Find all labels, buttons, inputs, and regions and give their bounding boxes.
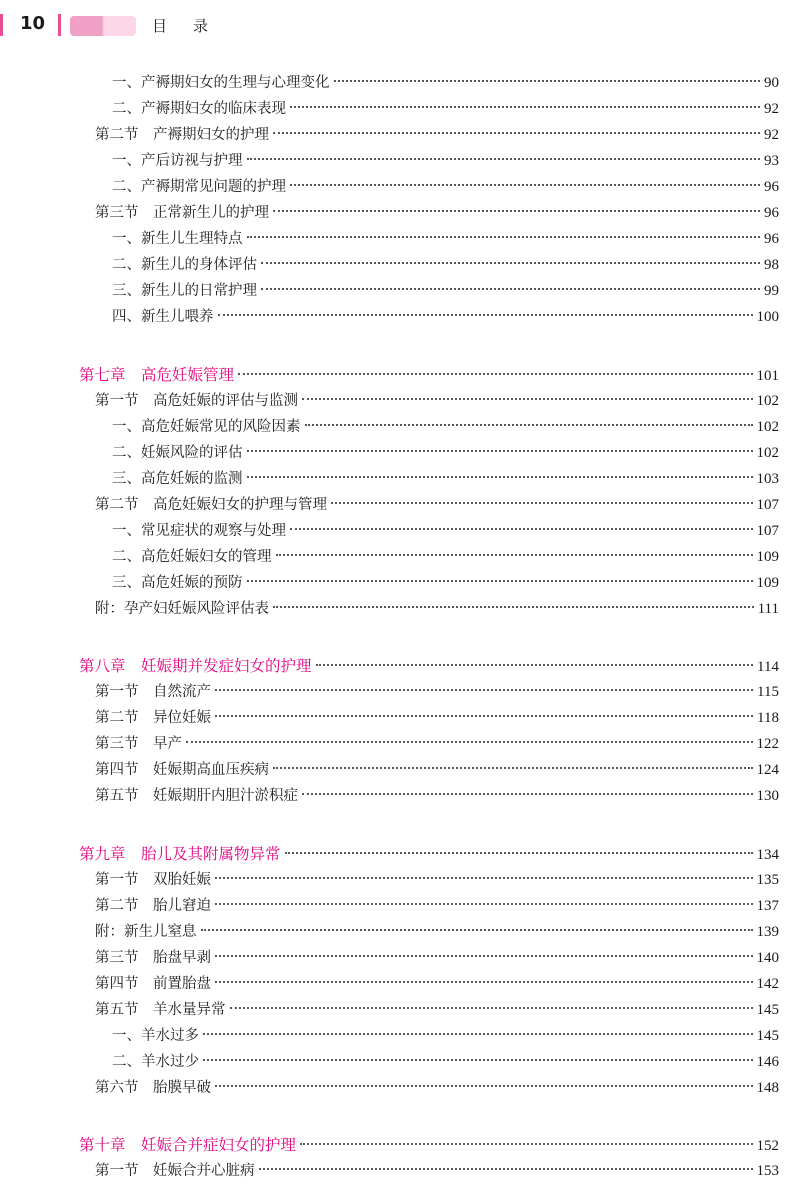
toc-entry-page-number: 96 (764, 231, 779, 247)
toc-entry-title: 三、新生儿的日常护理 (112, 283, 257, 299)
toc-entry-item[interactable] (112, 468, 779, 490)
toc-entry-title: 二、高危妊娠妇女的管理 (112, 549, 272, 565)
toc-entry-section[interactable] (95, 921, 779, 943)
toc-entry-title: 二、妊娠风险的评估 (112, 445, 243, 461)
toc-entry-title: 第三节 胎盘早剥 (95, 950, 211, 966)
dot-leader (331, 502, 753, 504)
toc-entry-page-number: 96 (764, 205, 779, 221)
dot-leader (201, 929, 753, 931)
toc-entry-title: 一、产褥期妇女的生理与心理变化 (112, 75, 330, 91)
dot-leader (316, 664, 754, 666)
toc-entry-page-number: 92 (764, 101, 779, 117)
toc-entry-title: 附：孕产妇妊娠风险评估表 (95, 601, 269, 617)
toc-entry-page-number: 122 (756, 736, 779, 752)
toc-entry-page-number: 152 (756, 1138, 779, 1154)
toc-entry-section[interactable] (95, 1160, 779, 1182)
toc-entry-page-number: 142 (756, 976, 779, 992)
header-accent-bar (0, 14, 3, 36)
dot-leader (215, 955, 753, 957)
toc-entry-page-number: 145 (756, 1028, 779, 1044)
page-header (0, 0, 800, 52)
toc-entry-page-number: 137 (756, 898, 779, 914)
toc-entry-section[interactable] (95, 390, 779, 412)
dot-leader (215, 877, 753, 879)
toc-entry-page-number: 109 (756, 575, 779, 591)
toc-entry-title: 一、产后访视与护理 (112, 153, 243, 169)
dot-leader (215, 1085, 753, 1087)
toc-entry-section[interactable] (95, 869, 779, 891)
toc-entry-title: 第七章 高危妊娠管理 (79, 366, 235, 384)
toc-entry-page-number: 135 (756, 872, 779, 888)
toc-entry-page-number: 107 (756, 523, 779, 539)
toc-entry-item[interactable] (112, 228, 779, 250)
toc-entry-item[interactable] (112, 72, 779, 94)
toc-entry-page-number: 115 (757, 684, 779, 700)
toc-entry-item[interactable] (112, 442, 779, 464)
toc-entry-section[interactable] (95, 707, 779, 729)
toc-entry-page-number: 98 (764, 257, 779, 273)
toc-entry-title: 一、高危妊娠常见的风险因素 (112, 419, 301, 435)
toc-entry-page-number: 90 (764, 75, 779, 91)
dot-leader (215, 903, 753, 905)
toc-entry-title: 三、高危妊娠的预防 (112, 575, 243, 591)
dot-leader (247, 580, 753, 582)
toc-entry-item[interactable] (112, 254, 779, 276)
toc-entry-title: 第八章 妊娠期并发症妇女的护理 (79, 657, 312, 675)
toc-entry-section[interactable] (95, 1077, 779, 1099)
toc-entry-title: 一、常见症状的观察与处理 (112, 523, 286, 539)
toc-entry-title: 一、羊水过多 (112, 1028, 199, 1044)
toc-entry-page-number: 107 (756, 497, 779, 513)
toc-entry-chapter[interactable] (79, 655, 779, 677)
toc-entry-section[interactable] (95, 124, 779, 146)
dot-leader (247, 476, 753, 478)
toc-entry-title: 第五节 妊娠期肝内胆汁淤积症 (95, 788, 298, 804)
toc-entry-title: 附：新生儿窒息 (95, 924, 197, 940)
toc-entry-page-number: 101 (756, 368, 779, 384)
toc-entry-page-number: 93 (764, 153, 779, 169)
toc-entry-page-number: 100 (756, 309, 779, 325)
toc-entry-title: 一、新生儿生理特点 (112, 231, 243, 247)
dot-leader (273, 132, 760, 134)
toc-entry-title: 二、产褥期常见问题的护理 (112, 179, 286, 195)
toc-entry-title: 第六节 胎膜早破 (95, 1080, 211, 1096)
dot-leader (305, 424, 753, 426)
toc-entry-title: 第一节 自然流产 (95, 684, 211, 700)
toc-entry-title: 二、新生儿的身体评估 (112, 257, 257, 273)
dot-leader (215, 981, 753, 983)
toc-entry-title: 第二节 异位妊娠 (95, 710, 211, 726)
toc-entry-title: 第二节 胎儿窘迫 (95, 898, 211, 914)
toc-entry-item[interactable] (112, 520, 779, 542)
toc-entry-title: 第二节 产褥期妇女的护理 (95, 127, 269, 143)
toc-entry-title: 第一节 双胎妊娠 (95, 872, 211, 888)
toc-entry-title: 第三节 正常新生儿的护理 (95, 205, 269, 221)
toc-entry-item[interactable] (112, 416, 779, 438)
toc-entry-page-number: 130 (756, 788, 779, 804)
toc-entry-page-number: 102 (756, 419, 779, 435)
toc-entry-item[interactable] (112, 1025, 779, 1047)
dot-leader (285, 852, 753, 854)
page-number: 10 (20, 13, 46, 34)
dot-leader (218, 314, 753, 316)
toc-entry-section[interactable] (95, 733, 779, 755)
toc-entry-page-number: 139 (756, 924, 779, 940)
dot-leader (247, 158, 761, 160)
toc-entry-title: 第九章 胎儿及其附属物异常 (79, 845, 281, 863)
toc-entry-title: 第二节 高危妊娠妇女的护理与管理 (95, 497, 327, 513)
toc-entry-section[interactable] (95, 947, 779, 969)
dot-leader (276, 554, 753, 556)
dot-leader (203, 1059, 753, 1061)
dot-leader (290, 106, 760, 108)
dot-leader (302, 398, 753, 400)
dot-leader (238, 373, 752, 375)
toc-entry-page-number: 146 (756, 1054, 779, 1070)
toc-entry-chapter[interactable] (79, 364, 779, 386)
toc-entry-title: 第一节 高危妊娠的评估与监测 (95, 393, 298, 409)
toc-entry-page-number: 103 (756, 471, 779, 487)
dot-leader (215, 715, 753, 717)
toc-entry-title: 第十章 妊娠合并症妇女的护理 (79, 1136, 297, 1154)
toc-entry-title: 二、羊水过少 (112, 1054, 199, 1070)
toc-entry-title: 二、产褥期妇女的临床表现 (112, 101, 286, 117)
toc-entry-section[interactable] (95, 681, 779, 703)
toc-entry-page-number: 145 (756, 1002, 779, 1018)
toc-entry-page-number: 96 (764, 179, 779, 195)
dot-leader (302, 793, 753, 795)
toc-entry-page-number: 153 (756, 1163, 779, 1179)
toc-entry-page-number: 99 (764, 283, 779, 299)
toc-entry-item[interactable] (112, 306, 779, 328)
page-title: 目录 (152, 17, 235, 35)
dot-leader (247, 236, 761, 238)
header-divider-bar (58, 14, 61, 36)
dot-leader (261, 288, 760, 290)
dot-leader (261, 262, 760, 264)
dot-leader (203, 1033, 753, 1035)
toc-entry-item[interactable] (112, 176, 779, 198)
toc-entry-item[interactable] (112, 150, 779, 172)
toc-entry-page-number: 102 (756, 393, 779, 409)
toc-entry-section[interactable] (95, 785, 779, 807)
header-color-block (70, 16, 136, 36)
toc-entry-item[interactable] (112, 1051, 779, 1073)
dot-leader (186, 741, 753, 743)
toc-entry-page-number: 109 (756, 549, 779, 565)
toc-entry-section[interactable] (95, 494, 779, 516)
toc-entry-page-number: 148 (756, 1080, 779, 1096)
toc-entry-title: 第四节 妊娠期高血压疾病 (95, 762, 269, 778)
toc-entry-item[interactable] (112, 546, 779, 568)
toc-entry-title: 第五节 羊水量异常 (95, 1002, 226, 1018)
dot-leader (259, 1168, 753, 1170)
toc-entry-title: 第四节 前置胎盘 (95, 976, 211, 992)
dot-leader (290, 184, 760, 186)
toc-entry-section[interactable] (95, 759, 779, 781)
toc-entry-chapter[interactable] (79, 1134, 779, 1156)
toc-entry-page-number: 111 (757, 601, 779, 617)
toc-entry-item[interactable] (112, 572, 779, 594)
toc-entry-page-number: 92 (764, 127, 779, 143)
dot-leader (230, 1007, 753, 1009)
toc-entry-section[interactable] (95, 999, 779, 1021)
dot-leader (247, 450, 753, 452)
toc-entry-item[interactable] (112, 98, 779, 120)
toc-entry-section[interactable] (95, 895, 779, 917)
toc-entry-title: 第三节 早产 (95, 736, 182, 752)
toc-entry-chapter[interactable] (79, 843, 779, 865)
dot-leader (334, 80, 761, 82)
toc-entry-page-number: 102 (756, 445, 779, 461)
toc-entry-page-number: 118 (757, 710, 779, 726)
dot-leader (300, 1143, 752, 1145)
toc-entry-page-number: 134 (756, 847, 779, 863)
toc-entry-section[interactable] (95, 973, 779, 995)
toc-entry-page-number: 140 (756, 950, 779, 966)
toc-entry-title: 第一节 妊娠合并心脏病 (95, 1163, 255, 1179)
dot-leader (273, 606, 754, 608)
dot-leader (273, 210, 760, 212)
toc-entry-page-number: 114 (757, 659, 779, 675)
toc-entry-item[interactable] (112, 280, 779, 302)
toc-entry-title: 三、高危妊娠的监测 (112, 471, 243, 487)
toc-entry-page-number: 124 (756, 762, 779, 778)
toc-entry-section[interactable] (95, 202, 779, 224)
dot-leader (215, 689, 753, 691)
toc-entry-title: 四、新生儿喂养 (112, 309, 214, 325)
toc-entry-section[interactable] (95, 598, 779, 620)
dot-leader (290, 528, 753, 530)
dot-leader (273, 767, 753, 769)
